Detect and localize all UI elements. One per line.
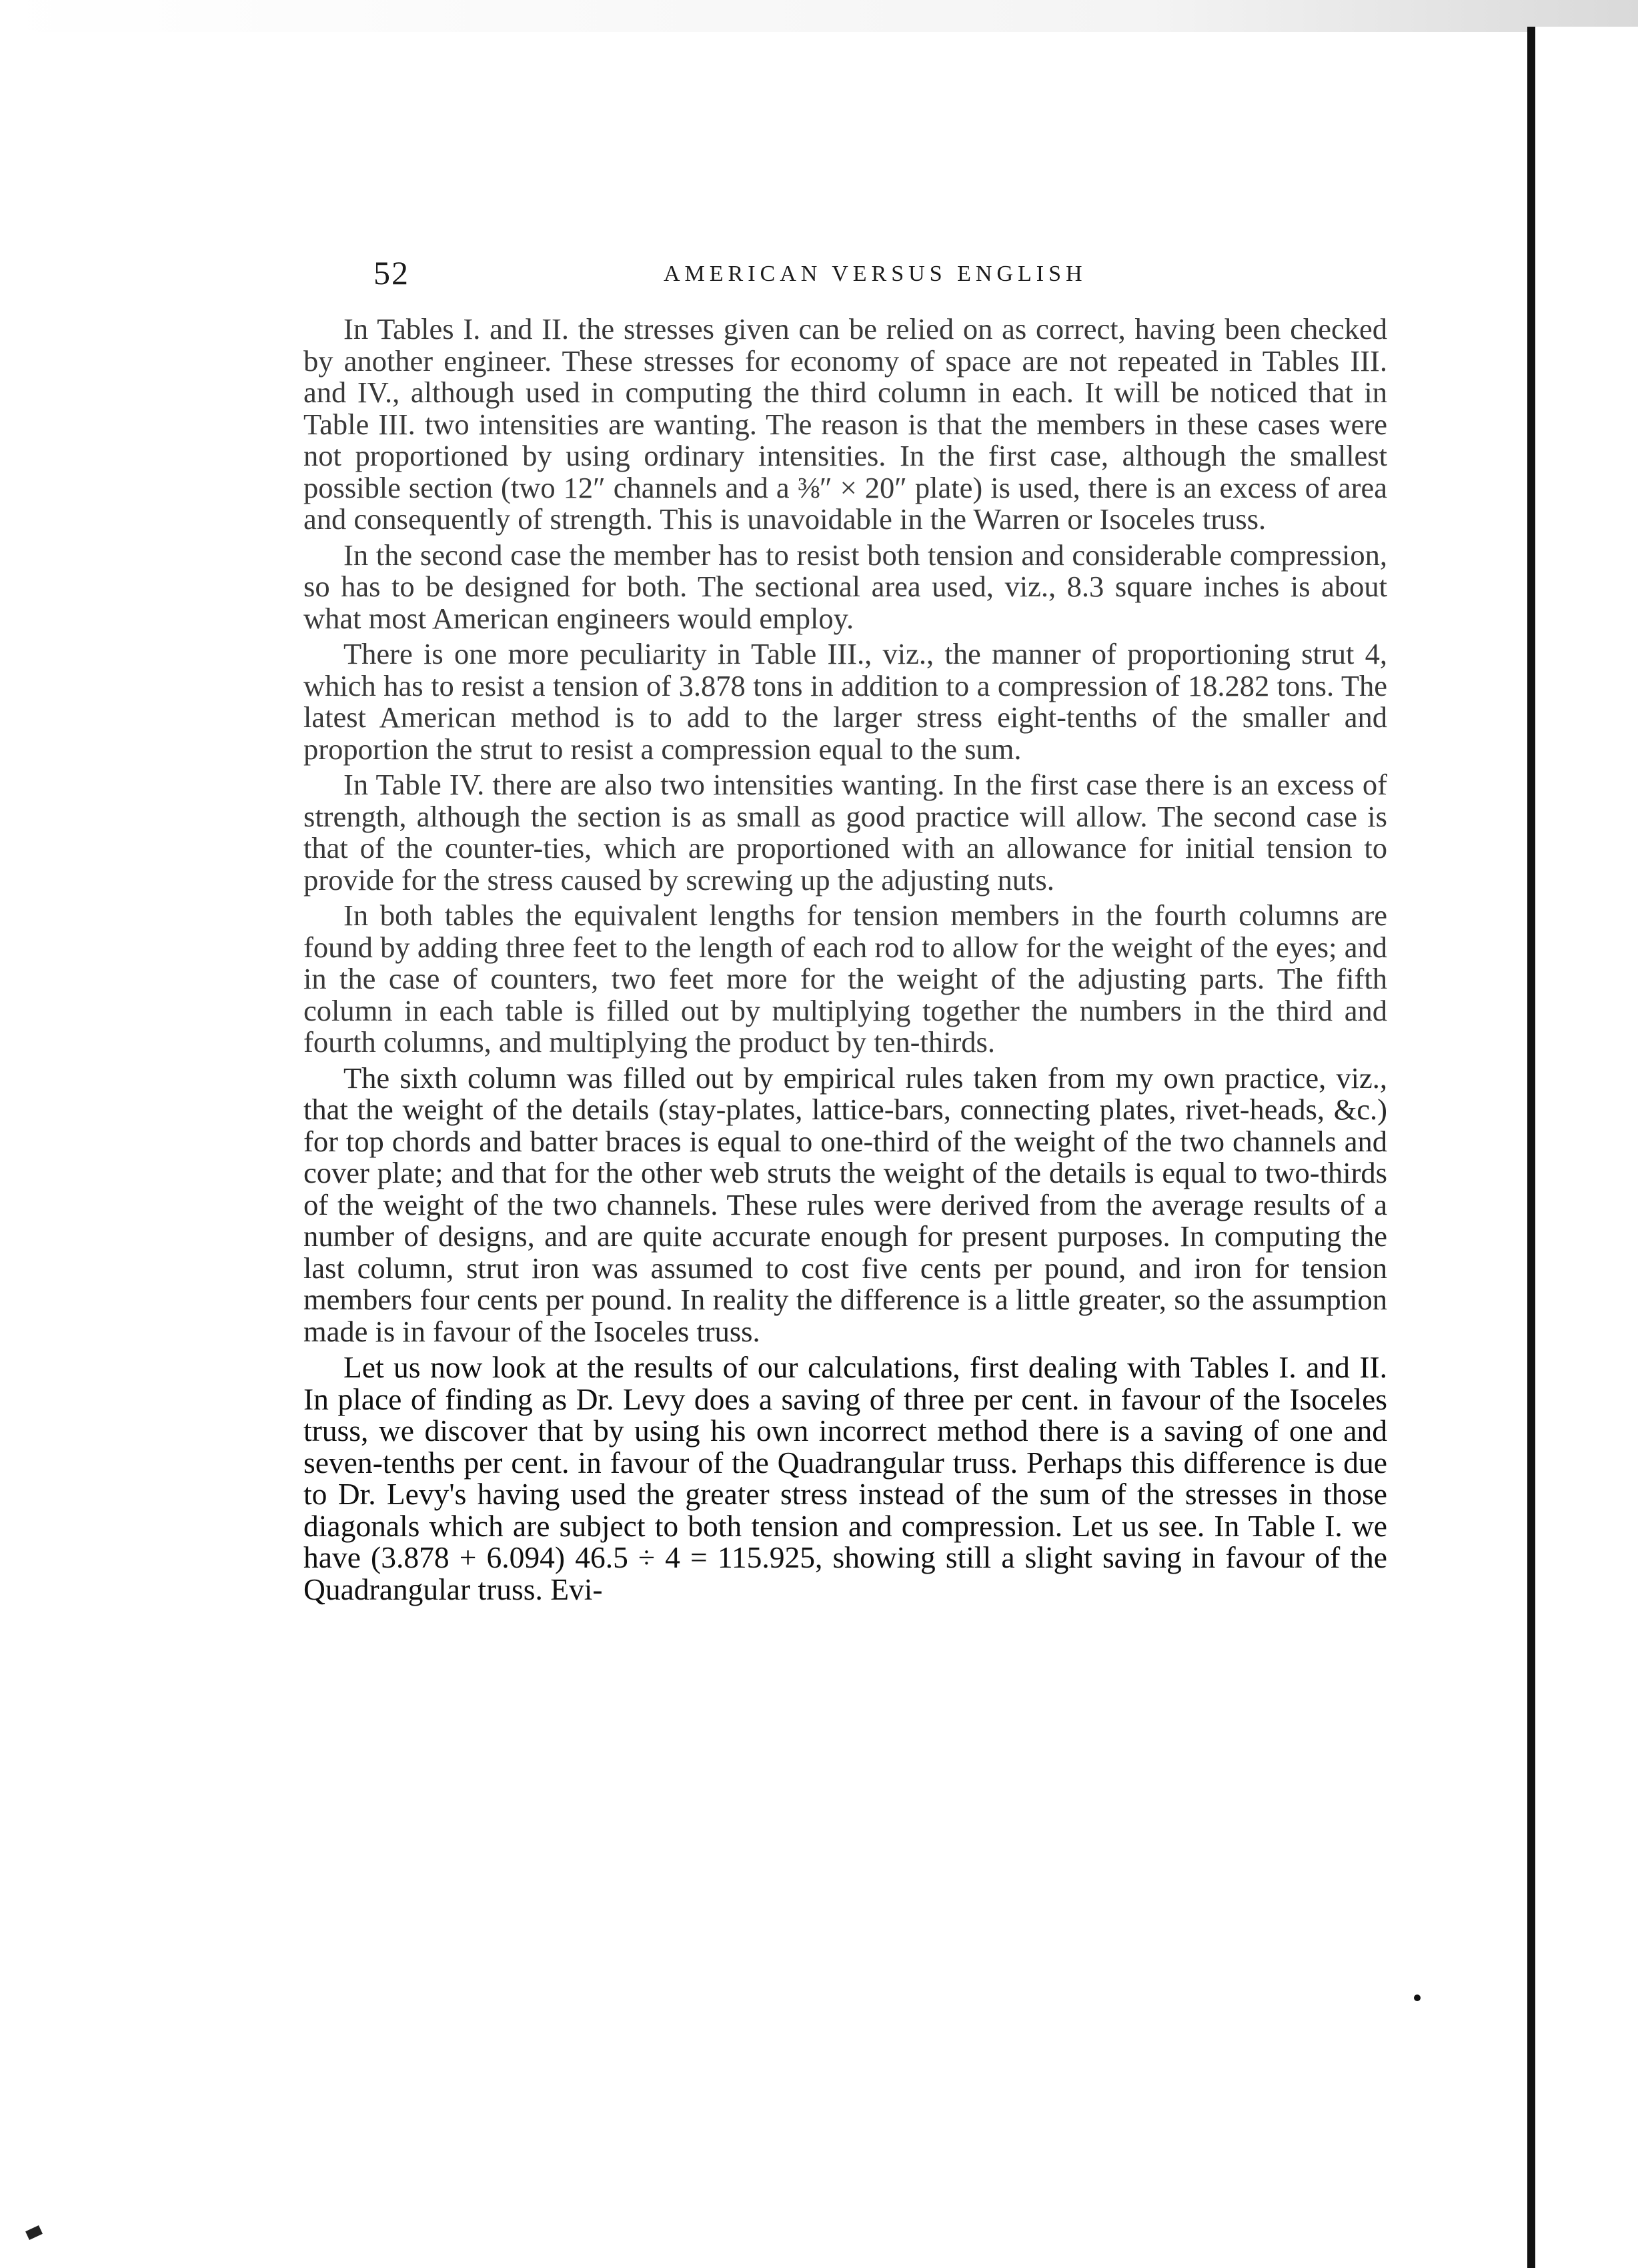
paragraph-strut-peculiarity: There is one more peculiarity in Table III., viz., the manner of proportioning strut 4, which has to resist a tension of 3.878 tons in addition to a compression of 18.282 tons. The latest American method is to add to the larger stress eight-tenths of the smaller and proportion the strut to resist a compression equal to the sum. — [303, 637, 1387, 766]
page-number: 52 — [373, 254, 410, 292]
body-text — [303, 314, 1387, 1605]
scan-right-edge — [1527, 27, 1535, 2268]
scan-margin — [1535, 27, 1638, 2268]
paragraph-table-four: In Table IV. there are also two intensities wanting. In the first case there is an excess of strength, although the section is as small as good practice will allow. The second case is that of the counter-ties, which are proportioned with an allowance for initial tension to provide for the stress caused by screwing up the adjusting nuts. — [303, 768, 1387, 897]
scan-mark — [25, 2225, 43, 2240]
running-head — [303, 253, 1387, 314]
paragraph-sixth-column: The sixth column was filled out by empirical rules taken from my own practice, viz., that the weight of the details (stay-plates, lattice-bars, connecting plates, rivet-heads, &c.) for top chords and batter braces is equal to one-third of the weight of the two channels and cover plate; and that for the other web struts the weight of the details is equal to two-thirds of the weight of the two channels. These rules were derived from the average results of a number of designs, and are quite accurate enough for present purposes. In computing the last column, strut iron was assumed to cost five cents per pound, and iron for tension members four cents per pound. In reality the difference is a little greater, so the assumption made is in favour of the Isoceles truss. — [303, 1061, 1387, 1348]
paragraph-second-case: In the second case the member has to resist both tension and considerable compression, so has to be designed for both. The sectional area used, viz., 8.3 square inches is about what most American engineers would employ. — [303, 538, 1387, 635]
paragraph-tables-intro: In Tables I. and II. the stresses given can be relied on as correct, having been checked by another engineer. These stresses for economy of space are not repeated in Tables III. and IV., although used in computing the third column in each. It will be noticed that in Table III. two intensities are wanting. The reason is that the members in these cases were not proportioned by using ordinary intensities. In the first case, although the smallest possible section (two 12″ channels and a ⅜″ × 20″ plate) is used, there is an excess of area and consequently of strength. This is unavoidable in the Warren or Isoceles truss. — [303, 312, 1387, 536]
book-page — [303, 253, 1387, 1988]
paragraph-equivalent-lengths: In both tables the equivalent lengths for tension members in the fourth columns are found by adding three feet to the length of each rod to allow for the weight of the eyes; and in the case of counters, two feet more for the weight of the adjusting parts. The fifth column in each table is filled out by multiplying together the numbers in the third and fourth columns, and multiplying the product by ten-thirds. — [303, 899, 1387, 1059]
running-title: AMERICAN VERSUS ENGLISH — [664, 261, 1087, 286]
scan-speck — [1414, 1995, 1421, 2001]
scan-top-edge — [0, 0, 1638, 32]
paragraph-results: Let us now look at the results of our calculations, first dealing with Tables I. and II. In place of finding as Dr. Levy does a saving of three per cent. in favour of the Isoceles truss, we discover that by using his own incorrect method there is a saving of one and seven-tenths per cent. in favour of the Quadrangular truss. Perhaps this difference is due to Dr. Levy's having used the greater stress instead of the sum of the stresses in those diagonals which are subject to both tension and compression. Let us see. In Table I. we have (3.878 + 6.094) 46.5 ÷ 4 = 115.925, showing still a slight saving in favour of the Quadrangular truss. Evi- — [303, 1350, 1387, 1606]
